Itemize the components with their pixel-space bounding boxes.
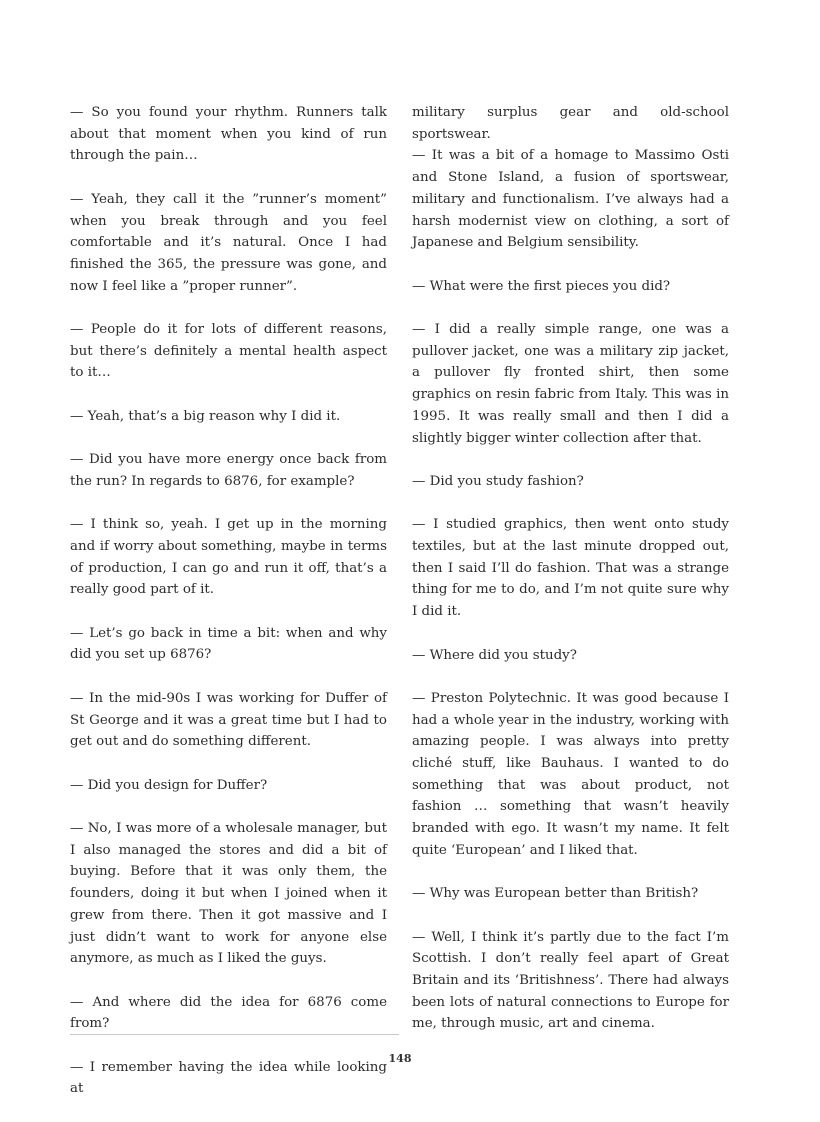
paragraph: — I did a really simple range, one was a pullover jacket, one was a military zip jacket, a pullover fly fronted shirt, then some graphics on resin fabric from Italy. This was in 1995. It was really small and then I did a slightly bigger winter collection after that. — [412, 322, 729, 446]
paragraph: — In the mid-90s I was working for Duffer of St George and it was a great time but I had to get out and do something different. — [70, 690, 387, 750]
paragraph: — So you found your rhythm. Runners talk about that moment when you kind of run through the pain… — [70, 105, 387, 164]
paragraph: — Let’s go back in time a bit: when and why did you set up 6876? — [70, 625, 387, 663]
paragraph: — People do it for lots of different reasons, but there’s definitely a mental health aspect to it… — [70, 322, 387, 381]
paragraph: — I studied graphics, then went onto study textiles, but at the last minute dropped out, then I said I’ll do fashion. That was a strange thing for me to do, and I’m not quite sure why I did it. — [412, 517, 729, 620]
paragraph: — Did you have more energy once back from the run? In regards to 6876, for example? — [70, 452, 387, 489]
paragraph: — And where did the idea for 6876 come from? — [70, 994, 387, 1032]
page-number: 148 — [388, 1052, 412, 1065]
paragraph: — Did you design for Duffer? — [70, 777, 268, 793]
paragraph: — Where did you study? — [412, 647, 577, 663]
footer-divider — [70, 1034, 399, 1035]
paragraph: — Why was European better than British? — [412, 886, 699, 902]
paragraph: — Preston Polytechnic. It was good because I had a whole year in the industry, working with amazing people. I was always into pretty cliché stuff, like Bauhaus. I wanted to do something that was about product, not fashion … something that wasn’t heavily branded with ego. It wasn’t my name. It felt quite ‘European’ and I liked that. — [412, 690, 729, 858]
paragraph: — What were the first pieces you did? — [412, 278, 671, 294]
paragraph: — Well, I think it’s partly due to the fact I’m Scottish. I don’t really feel apart of Great Britain and its ‘Britishness’. There had always been lots of natural connections to Europe for me, through music, art and cinema. — [412, 929, 729, 1032]
left-text-column — [70, 102, 387, 1122]
paragraph: — Yeah, that’s a big reason why I did it. — [70, 408, 341, 424]
paragraph: — Did you study fashion? — [412, 473, 584, 489]
paragraph: — Yeah, they call it the ”runner’s moment” when you break through and you feel comfortable and it’s natural. Once I had finished the 365, the pressure was gone, and now I feel like a ”proper runner”. — [70, 191, 387, 294]
right-text-column — [412, 102, 729, 1057]
paragraph: — I remember having the idea while looking at — [70, 1059, 387, 1097]
paragraph: — It was a bit of a homage to Massimo Osti and Stone Island, a fusion of sportswear, military and functionalism. I’ve always had a harsh modernist view on clothing, a sort of Japanese and Belgium sensibility. — [412, 148, 729, 251]
paragraph: — I think so, yeah. I get up in the morning and if worry about something, maybe in terms of production, I can go and run it off, that’s a really good part of it. — [70, 517, 387, 598]
continued-paragraph: military surplus gear and old-school sportswear. — [412, 105, 729, 142]
paragraph: — No, I was more of a wholesale manager, but I also managed the stores and did a bit of buying. Before that it was only them, the founders, doing it but when I joined when it grew from there. Then it got massive and I just didn’t want to work for anyone else anymore, as much as I liked the guys. — [70, 821, 387, 967]
